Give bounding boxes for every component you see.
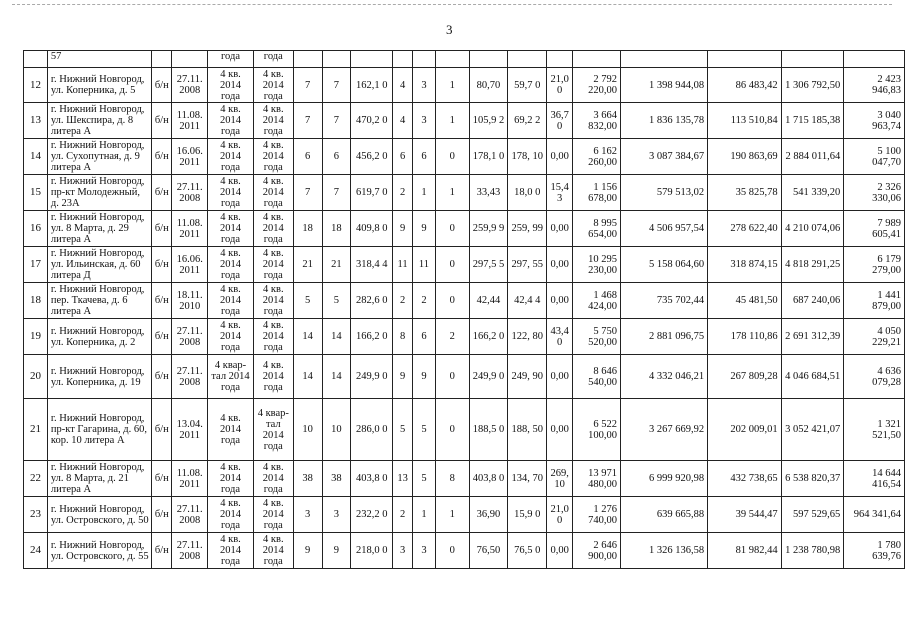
cell-area-private: 0,00 [547, 355, 573, 399]
cell-row-number: 13 [24, 103, 48, 139]
cell-rooms-total: 3 [393, 533, 413, 569]
table-row [24, 399, 905, 461]
cell-quarter-2: 4 кв. 2014 года [253, 68, 293, 103]
cell-bn: б/н [152, 211, 172, 247]
cell-building-area: 456,2 0 [351, 139, 393, 175]
cell-rooms-total: 4 [393, 103, 413, 139]
cell-fund-amount: 3 267 669,92 [620, 399, 707, 461]
cell-empty [293, 51, 322, 68]
cell-local-budget: 1 306 792,50 [781, 68, 844, 103]
cell-residents-total: 5 [293, 283, 322, 319]
cell-residents-total: 21 [293, 247, 322, 283]
cell-other-sources: 1 321 521,50 [844, 399, 905, 461]
cell-residents-total: 9 [293, 533, 322, 569]
cell-regional-budget: 202 009,01 [708, 399, 781, 461]
cell-rooms-municipal: 9 [413, 355, 436, 399]
cell-regional-budget: 318 874,15 [708, 247, 781, 283]
cell-building-area: 282,6 0 [351, 283, 393, 319]
cell-residents-total: 7 [293, 103, 322, 139]
cell-bn: б/н [152, 533, 172, 569]
cell-area-municipal: 76,5 0 [508, 533, 547, 569]
cell-area-municipal: 297, 55 [508, 247, 547, 283]
cell-area-private: 0,00 [547, 283, 573, 319]
cell-date: 11.08. 2011 [172, 211, 208, 247]
page-number: 3 [446, 22, 453, 37]
cell-quarter-1: 4 квар- тал 2014 года [208, 355, 254, 399]
cell-address: г. Нижний Новгород, пр-кт Гагарина, д. 60, кор. 10 литера А [47, 399, 151, 461]
cell-quarter-2: 4 кв. 2014 года [253, 283, 293, 319]
cell-residents-resettled: 7 [322, 175, 351, 211]
cell-quarter-2: 4 кв. 2014 года [253, 497, 293, 533]
cell-rooms-municipal: 9 [413, 211, 436, 247]
cell-total-cost: 5 750 520,00 [573, 319, 621, 355]
cell-date: 27.11. 2008 [172, 319, 208, 355]
cell-quarter-2: 4 кв. 2014 года [253, 461, 293, 497]
cell-rooms-total: 13 [393, 461, 413, 497]
cell-rooms-municipal: 1 [413, 175, 436, 211]
cell-date: 27.11. 2008 [172, 175, 208, 211]
cell-address: г. Нижний Новгород, ул. Ильинская, д. 60 литера Д [47, 247, 151, 283]
cell-fund-amount: 1 326 136,58 [620, 533, 707, 569]
cell-rooms-municipal: 3 [413, 68, 436, 103]
cell-regional-budget: 113 510,84 [708, 103, 781, 139]
cell-other-sources: 3 040 963,74 [844, 103, 905, 139]
cell-residents-resettled: 7 [322, 103, 351, 139]
cell-other-sources: 14 644 416,54 [844, 461, 905, 497]
cell-area-municipal: 18,0 0 [508, 175, 547, 211]
cell-other-sources: 1 441 879,00 [844, 283, 905, 319]
cell-area-private: 43,4 0 [547, 319, 573, 355]
cell-area-municipal: 59,7 0 [508, 68, 547, 103]
cell-total-cost: 3 664 832,00 [573, 103, 621, 139]
register-table [23, 50, 905, 569]
cell-rooms-total: 9 [393, 211, 413, 247]
cell-empty [351, 51, 393, 68]
cell-regional-budget: 267 809,28 [708, 355, 781, 399]
cell-area-total: 80,70 [469, 68, 508, 103]
cell-area-private: 15,4 3 [547, 175, 573, 211]
cell-other-sources: 5 100 047,70 [844, 139, 905, 175]
cell-area-municipal: 188, 50 [508, 399, 547, 461]
cell-regional-budget: 278 622,40 [708, 211, 781, 247]
cell-date: 27.11. 2008 [172, 355, 208, 399]
cell-rooms-municipal: 6 [413, 319, 436, 355]
cell-rooms-private: 0 [435, 399, 469, 461]
register-table-body [24, 51, 905, 569]
cell-rooms-total: 5 [393, 399, 413, 461]
cell-rooms-total: 2 [393, 175, 413, 211]
cell-address: г. Нижний Новгород, пер. Ткачева, д. 6 литера А [47, 283, 151, 319]
cell-bn [152, 51, 172, 68]
cell-area-total: 33,43 [469, 175, 508, 211]
cell-quarter-2: 4 кв. 2014 года [253, 139, 293, 175]
cell-residents-resettled: 14 [322, 319, 351, 355]
cell-quarter-1: 4 кв. 2014 года [208, 283, 254, 319]
cell-fund-amount: 1 398 944,08 [620, 68, 707, 103]
cell-total-cost: 13 971 480,00 [573, 461, 621, 497]
cell-rooms-private: 0 [435, 355, 469, 399]
cell-fund-amount: 5 158 064,60 [620, 247, 707, 283]
cell-quarter-2: 4 кв. 2014 года [253, 355, 293, 399]
cell-date [172, 51, 208, 68]
cell-empty [469, 51, 508, 68]
cell-quarter-1: 4 кв. 2014 года [208, 68, 254, 103]
cell-quarter-2: года [253, 51, 293, 68]
cell-local-budget: 4 046 684,51 [781, 355, 844, 399]
cell-rooms-municipal: 1 [413, 497, 436, 533]
cell-residents-resettled: 10 [322, 399, 351, 461]
cell-rooms-private: 1 [435, 497, 469, 533]
cell-address: г. Нижний Новгород, ул. 8 Марта, д. 29 литера А [47, 211, 151, 247]
cell-residents-total: 3 [293, 497, 322, 533]
cell-residents-resettled: 6 [322, 139, 351, 175]
cell-rooms-total: 8 [393, 319, 413, 355]
cell-rooms-private: 1 [435, 103, 469, 139]
cell-regional-budget: 178 110,86 [708, 319, 781, 355]
cell-quarter-2: 4 кв. 2014 года [253, 319, 293, 355]
cell-fund-amount: 2 881 096,75 [620, 319, 707, 355]
cell-total-cost: 6 162 260,00 [573, 139, 621, 175]
cell-building-area: 318,4 4 [351, 247, 393, 283]
cell-date: 27.11. 2008 [172, 533, 208, 569]
cell-total-cost: 2 792 220,00 [573, 68, 621, 103]
cell-date: 11.08. 2011 [172, 103, 208, 139]
table-row [24, 355, 905, 399]
cell-building-area: 218,0 0 [351, 533, 393, 569]
cell-local-budget: 687 240,06 [781, 283, 844, 319]
cell-quarter-1: 4 кв. 2014 года [208, 211, 254, 247]
cell-fund-amount: 4 332 046,21 [620, 355, 707, 399]
cell-rooms-total: 2 [393, 497, 413, 533]
cell-rooms-total: 2 [393, 283, 413, 319]
top-scan-edge [12, 4, 892, 5]
cell-building-area: 619,7 0 [351, 175, 393, 211]
cell-other-sources: 964 341,64 [844, 497, 905, 533]
cell-total-cost: 8 646 540,00 [573, 355, 621, 399]
cell-date: 16.06. 2011 [172, 139, 208, 175]
cell-address: г. Нижний Новгород, ул. 8 Марта, д. 21 литера А [47, 461, 151, 497]
cell-row-number: 18 [24, 283, 48, 319]
cell-row-number: 17 [24, 247, 48, 283]
cell-area-municipal: 178, 10 [508, 139, 547, 175]
cell-row-number: 21 [24, 399, 48, 461]
cell-area-total: 249,9 0 [469, 355, 508, 399]
cell-row-number: 20 [24, 355, 48, 399]
cell-row-number: 12 [24, 68, 48, 103]
cell-area-private: 21,0 0 [547, 497, 573, 533]
table-row [24, 68, 905, 103]
cell-quarter-1: 4 кв. 2014 года [208, 461, 254, 497]
cell-total-cost: 8 995 654,00 [573, 211, 621, 247]
cell-quarter-1: года [208, 51, 254, 68]
cell-rooms-total: 4 [393, 68, 413, 103]
cell-fund-amount: 4 506 957,54 [620, 211, 707, 247]
cell-rooms-municipal: 3 [413, 533, 436, 569]
cell-other-sources: 4 050 229,21 [844, 319, 905, 355]
cell-residents-total: 7 [293, 175, 322, 211]
cell-bn: б/н [152, 497, 172, 533]
cell-row-number: 19 [24, 319, 48, 355]
table-row [24, 283, 905, 319]
cell-building-area: 403,8 0 [351, 461, 393, 497]
cell-address: г. Нижний Новгород, ул. Островского, д. 50 [47, 497, 151, 533]
cell-row-number: 24 [24, 533, 48, 569]
cell-total-cost: 2 646 900,00 [573, 533, 621, 569]
cell-area-private: 0,00 [547, 533, 573, 569]
cell-residents-resettled: 18 [322, 211, 351, 247]
cell-building-area: 286,0 0 [351, 399, 393, 461]
cell-bn: б/н [152, 283, 172, 319]
cell-empty [435, 51, 469, 68]
cell-area-total: 42,44 [469, 283, 508, 319]
cell-regional-budget: 35 825,78 [708, 175, 781, 211]
cell-empty [844, 51, 905, 68]
cell-rooms-total: 6 [393, 139, 413, 175]
cell-row-number: 14 [24, 139, 48, 175]
cell-bn: б/н [152, 461, 172, 497]
cell-bn: б/н [152, 175, 172, 211]
cell-address: г. Нижний Новгород, ул. Коперника, д. 2 [47, 319, 151, 355]
cell-local-budget: 1 715 185,38 [781, 103, 844, 139]
cell-building-area: 232,2 0 [351, 497, 393, 533]
cell-no [24, 51, 48, 68]
cell-total-cost: 6 522 100,00 [573, 399, 621, 461]
cell-total-cost: 10 295 230,00 [573, 247, 621, 283]
cell-date: 13.04. 2011 [172, 399, 208, 461]
cell-residents-resettled: 9 [322, 533, 351, 569]
cell-quarter-1: 4 кв. 2014 года [208, 103, 254, 139]
cell-address: 57 [47, 51, 151, 68]
cell-residents-total: 14 [293, 355, 322, 399]
cell-rooms-private: 0 [435, 139, 469, 175]
cell-area-total: 178,1 0 [469, 139, 508, 175]
cell-area-total: 36,90 [469, 497, 508, 533]
table-row [24, 461, 905, 497]
cell-rooms-municipal: 6 [413, 139, 436, 175]
cell-quarter-2: 4 квар- тал 2014 года [253, 399, 293, 461]
cell-building-area: 249,9 0 [351, 355, 393, 399]
cell-bn: б/н [152, 319, 172, 355]
cell-other-sources: 1 780 639,76 [844, 533, 905, 569]
cell-area-municipal: 259, 99 [508, 211, 547, 247]
cell-residents-total: 38 [293, 461, 322, 497]
cell-building-area: 470,2 0 [351, 103, 393, 139]
cell-empty [708, 51, 781, 68]
cell-bn: б/н [152, 247, 172, 283]
cell-area-municipal: 134, 70 [508, 461, 547, 497]
cell-rooms-private: 8 [435, 461, 469, 497]
cell-area-private: 36,7 0 [547, 103, 573, 139]
continued-header-row [24, 51, 905, 68]
cell-rooms-private: 0 [435, 211, 469, 247]
cell-bn: б/н [152, 68, 172, 103]
cell-rooms-private: 2 [435, 319, 469, 355]
cell-local-budget: 1 238 780,98 [781, 533, 844, 569]
cell-rooms-municipal: 3 [413, 103, 436, 139]
cell-local-budget: 4 210 074,06 [781, 211, 844, 247]
cell-quarter-1: 4 кв. 2014 года [208, 175, 254, 211]
cell-building-area: 166,2 0 [351, 319, 393, 355]
cell-total-cost: 1 276 740,00 [573, 497, 621, 533]
cell-date: 11.08. 2011 [172, 461, 208, 497]
cell-other-sources: 6 179 279,00 [844, 247, 905, 283]
cell-rooms-municipal: 5 [413, 461, 436, 497]
cell-local-budget: 3 052 421,07 [781, 399, 844, 461]
cell-building-area: 162,1 0 [351, 68, 393, 103]
cell-empty [413, 51, 436, 68]
cell-other-sources: 2 326 330,06 [844, 175, 905, 211]
cell-rooms-municipal: 2 [413, 283, 436, 319]
cell-regional-budget: 86 483,42 [708, 68, 781, 103]
cell-rooms-municipal: 5 [413, 399, 436, 461]
cell-empty [508, 51, 547, 68]
cell-area-total: 297,5 5 [469, 247, 508, 283]
cell-area-municipal: 42,4 4 [508, 283, 547, 319]
cell-total-cost: 1 156 678,00 [573, 175, 621, 211]
cell-area-municipal: 15,9 0 [508, 497, 547, 533]
cell-area-private: 0,00 [547, 139, 573, 175]
cell-regional-budget: 45 481,50 [708, 283, 781, 319]
cell-date: 16.06. 2011 [172, 247, 208, 283]
cell-quarter-1: 4 кв. 2014 года [208, 399, 254, 461]
cell-local-budget: 4 818 291,25 [781, 247, 844, 283]
cell-building-area: 409,8 0 [351, 211, 393, 247]
cell-residents-total: 10 [293, 399, 322, 461]
cell-quarter-1: 4 кв. 2014 года [208, 247, 254, 283]
cell-area-private: 0,00 [547, 247, 573, 283]
cell-area-total: 166,2 0 [469, 319, 508, 355]
cell-area-municipal: 249, 90 [508, 355, 547, 399]
cell-rooms-private: 0 [435, 247, 469, 283]
cell-regional-budget: 81 982,44 [708, 533, 781, 569]
cell-local-budget: 2 691 312,39 [781, 319, 844, 355]
cell-quarter-1: 4 кв. 2014 года [208, 533, 254, 569]
cell-rooms-private: 0 [435, 533, 469, 569]
cell-empty [620, 51, 707, 68]
cell-empty [781, 51, 844, 68]
cell-area-municipal: 122, 80 [508, 319, 547, 355]
cell-fund-amount: 579 513,02 [620, 175, 707, 211]
cell-residents-total: 6 [293, 139, 322, 175]
cell-bn: б/н [152, 399, 172, 461]
cell-row-number: 22 [24, 461, 48, 497]
table-row [24, 211, 905, 247]
cell-area-total: 105,9 2 [469, 103, 508, 139]
cell-row-number: 16 [24, 211, 48, 247]
table-row [24, 247, 905, 283]
cell-address: г. Нижний Новгород, ул. Шекспира, д. 8 литера А [47, 103, 151, 139]
cell-bn: б/н [152, 103, 172, 139]
cell-empty [547, 51, 573, 68]
cell-other-sources: 4 636 079,28 [844, 355, 905, 399]
cell-area-municipal: 69,2 2 [508, 103, 547, 139]
cell-date: 27.11. 2008 [172, 497, 208, 533]
cell-quarter-2: 4 кв. 2014 года [253, 175, 293, 211]
cell-empty [393, 51, 413, 68]
cell-quarter-1: 4 кв. 2014 года [208, 319, 254, 355]
cell-area-total: 403,8 0 [469, 461, 508, 497]
cell-residents-resettled: 3 [322, 497, 351, 533]
cell-residents-total: 14 [293, 319, 322, 355]
cell-other-sources: 2 423 946,83 [844, 68, 905, 103]
cell-local-budget: 541 339,20 [781, 175, 844, 211]
cell-area-private: 0,00 [547, 211, 573, 247]
cell-empty [322, 51, 351, 68]
cell-residents-resettled: 7 [322, 68, 351, 103]
table-row [24, 533, 905, 569]
cell-quarter-2: 4 кв. 2014 года [253, 247, 293, 283]
cell-date: 27.11. 2008 [172, 68, 208, 103]
cell-rooms-private: 1 [435, 175, 469, 211]
table-row [24, 139, 905, 175]
cell-regional-budget: 432 738,65 [708, 461, 781, 497]
cell-fund-amount: 3 087 384,67 [620, 139, 707, 175]
cell-quarter-1: 4 кв. 2014 года [208, 497, 254, 533]
cell-total-cost: 1 468 424,00 [573, 283, 621, 319]
cell-rooms-total: 11 [393, 247, 413, 283]
table-row [24, 319, 905, 355]
cell-bn: б/н [152, 355, 172, 399]
cell-area-total: 76,50 [469, 533, 508, 569]
cell-residents-total: 18 [293, 211, 322, 247]
cell-quarter-2: 4 кв. 2014 года [253, 103, 293, 139]
cell-address: г. Нижний Новгород, пр-кт Молодежный, д. 23А [47, 175, 151, 211]
cell-fund-amount: 6 999 920,98 [620, 461, 707, 497]
cell-rooms-total: 9 [393, 355, 413, 399]
cell-residents-resettled: 38 [322, 461, 351, 497]
table-row [24, 497, 905, 533]
cell-fund-amount: 735 702,44 [620, 283, 707, 319]
cell-address: г. Нижний Новгород, ул. Коперника, д. 19 [47, 355, 151, 399]
cell-regional-budget: 190 863,69 [708, 139, 781, 175]
cell-regional-budget: 39 544,47 [708, 497, 781, 533]
cell-area-total: 259,9 9 [469, 211, 508, 247]
cell-rooms-private: 1 [435, 68, 469, 103]
table-row [24, 103, 905, 139]
cell-rooms-private: 0 [435, 283, 469, 319]
cell-residents-resettled: 14 [322, 355, 351, 399]
cell-fund-amount: 639 665,88 [620, 497, 707, 533]
cell-local-budget: 597 529,65 [781, 497, 844, 533]
table-row [24, 175, 905, 211]
cell-quarter-1: 4 кв. 2014 года [208, 139, 254, 175]
cell-other-sources: 7 989 605,41 [844, 211, 905, 247]
cell-local-budget: 2 884 011,64 [781, 139, 844, 175]
cell-date: 18.11. 2010 [172, 283, 208, 319]
cell-fund-amount: 1 836 135,78 [620, 103, 707, 139]
cell-local-budget: 6 538 820,37 [781, 461, 844, 497]
cell-address: г. Нижний Новгород, ул. Коперника, д. 5 [47, 68, 151, 103]
cell-empty [573, 51, 621, 68]
cell-address: г. Нижний Новгород, ул. Сухопутная, д. 9 литера А [47, 139, 151, 175]
cell-address: г. Нижний Новгород, ул. Островского, д. 55 [47, 533, 151, 569]
cell-area-private: 0,00 [547, 399, 573, 461]
cell-quarter-2: 4 кв. 2014 года [253, 211, 293, 247]
cell-residents-total: 7 [293, 68, 322, 103]
cell-area-private: 269, 10 [547, 461, 573, 497]
cell-bn: б/н [152, 139, 172, 175]
cell-rooms-municipal: 11 [413, 247, 436, 283]
cell-row-number: 23 [24, 497, 48, 533]
cell-residents-resettled: 21 [322, 247, 351, 283]
cell-area-private: 21,0 0 [547, 68, 573, 103]
cell-residents-resettled: 5 [322, 283, 351, 319]
cell-quarter-2: 4 кв. 2014 года [253, 533, 293, 569]
cell-area-total: 188,5 0 [469, 399, 508, 461]
cell-row-number: 15 [24, 175, 48, 211]
